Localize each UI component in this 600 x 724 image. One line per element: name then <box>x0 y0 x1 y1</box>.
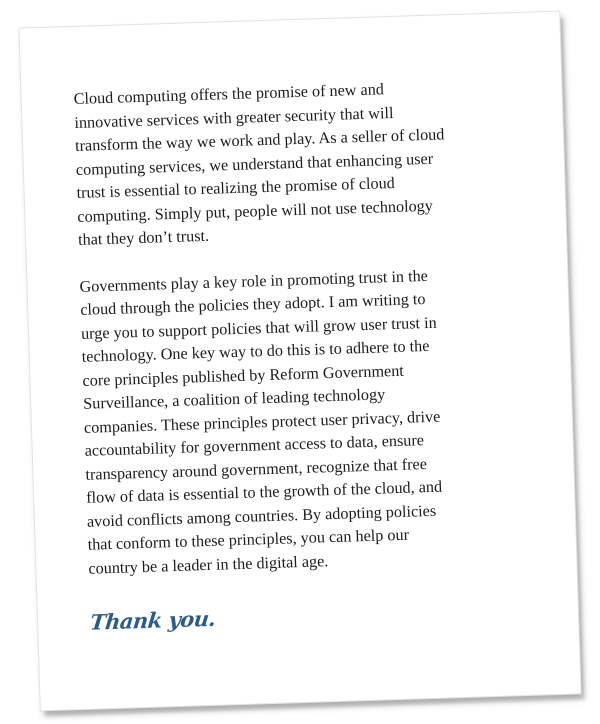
paragraph-line: innovative services with greater security that will <box>74 103 394 132</box>
paragraph-line: urge you to support policies that will grow user trust in <box>80 313 437 343</box>
paragraph-2 <box>79 262 508 581</box>
paragraph-line: core principles published by Reform Government <box>82 361 405 390</box>
letter-sheet <box>19 12 580 711</box>
paragraph-line: country be a leader in the digital age. <box>88 551 329 578</box>
paragraph-line: technology. One key way to do this is to adhere to the <box>81 336 430 366</box>
paragraph-line: cloud through the policies they adopt. I am writing to <box>80 290 426 319</box>
paragraph-line: trust is essential to realizing the promise of cloud <box>76 173 396 202</box>
paragraph-line: Cloud computing offers the promise of new and <box>73 80 385 108</box>
paragraph-line: avoid conflicts among countries. By adopting policies <box>86 501 437 531</box>
paragraph-line: Governments play a key role in promoting trust in the <box>79 266 429 296</box>
paragraph-line: computing services, we understand that enhancing user <box>75 149 434 179</box>
paragraph-line: companies. These principles protect user privacy, drive <box>83 407 441 437</box>
paragraph-line: transparency around government, recognize that free <box>85 454 428 484</box>
paragraph-line: Surveillance, a coalition of leading technology <box>82 385 386 413</box>
paragraph-line: transform the way we work and play. As a seller of cloud <box>74 125 445 155</box>
paragraph-line: that they don’t trust. <box>77 226 210 249</box>
paragraph-1 <box>73 75 498 253</box>
signoff-text: Thank you. <box>88 605 217 635</box>
letter-body <box>73 75 510 637</box>
paragraph-line: computing. Simply put, people will not use technology <box>77 196 434 226</box>
paragraph-line: accountability for government access to data, ensure <box>84 431 425 460</box>
paragraph-line: that conform to these principles, you can help our <box>87 525 410 554</box>
paragraph-line: flow of data is essential to the growth of the cloud, and <box>85 477 443 507</box>
